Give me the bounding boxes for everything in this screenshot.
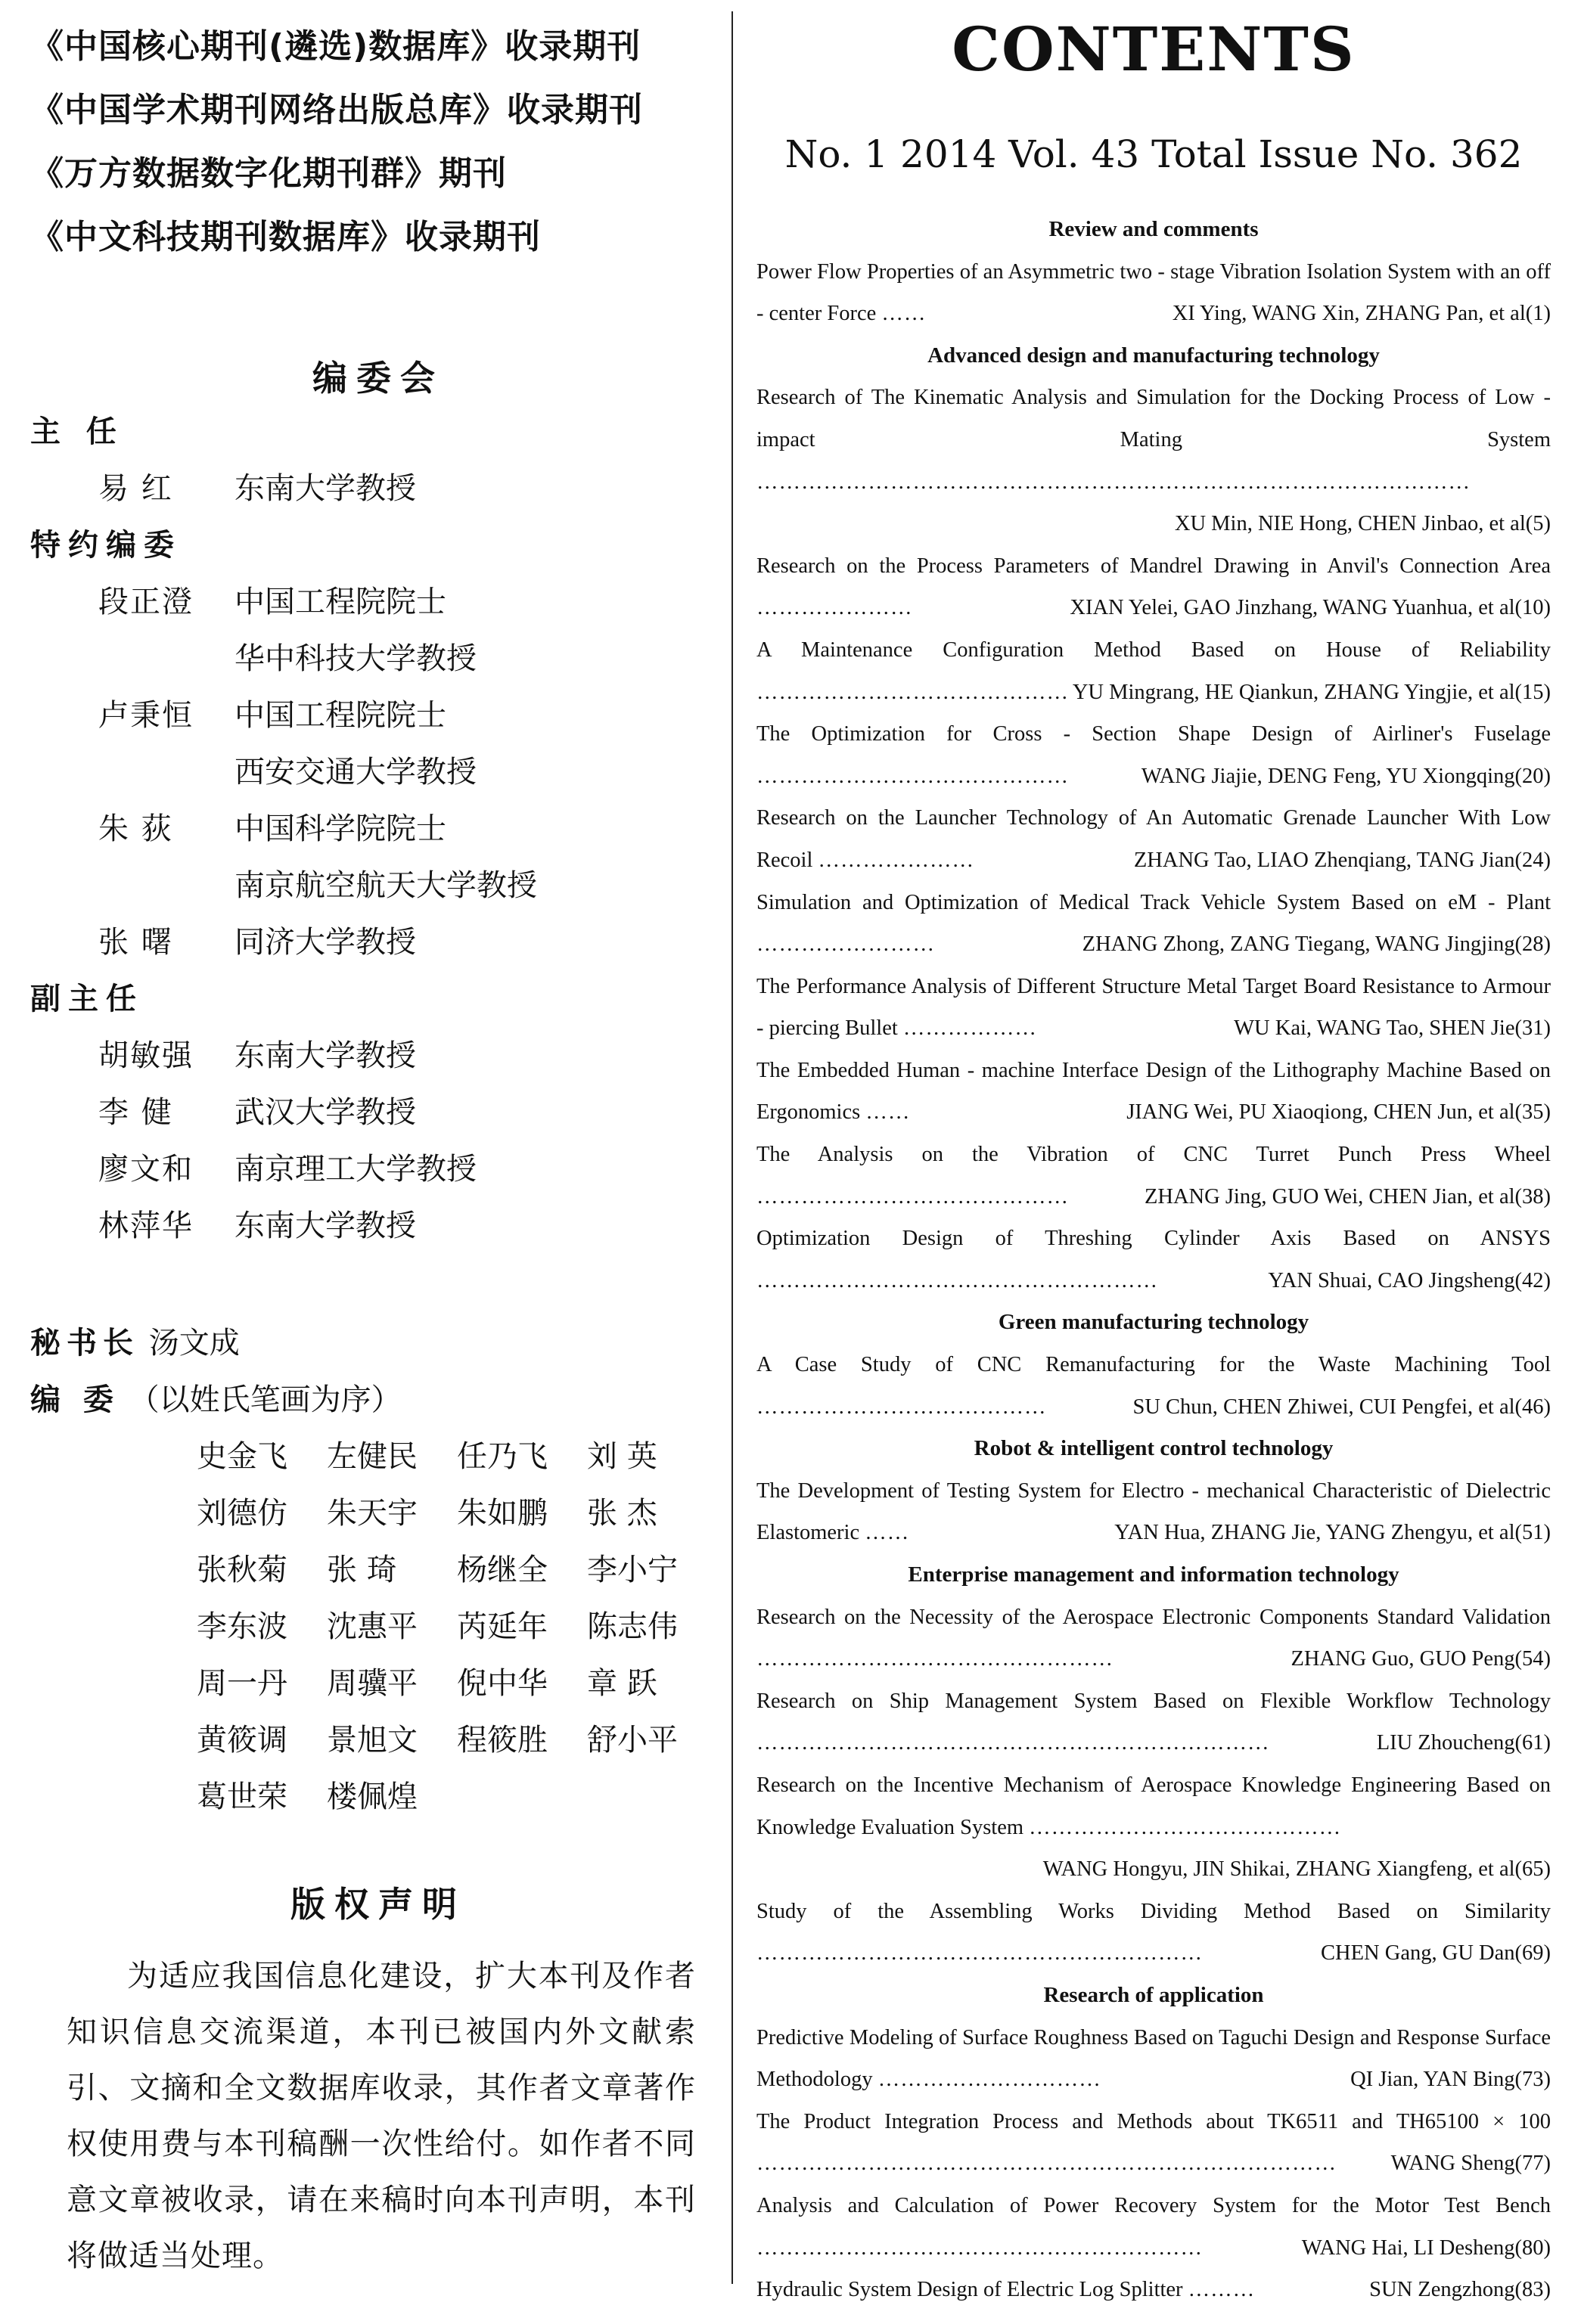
toc-entry-tail [1350,2059,1551,2101]
toc-entry-page: (20) [1514,764,1551,788]
toc-entry-page: (73) [1514,2068,1551,2092]
member-affiliation: 东南大学教授 [235,471,416,506]
secretary-label: 秘书长 [30,1326,139,1361]
toc-entry-authors: YU Mingrang, HE Qiankun, ZHANG Yingjie, et al [1072,680,1515,704]
members-note: （以姓氏笔画为序） [129,1382,402,1417]
editorial-board-title: 编委会 [312,358,444,399]
toc-entry[interactable] [756,1470,1551,1554]
toc-entry-title: Optimization Design of Threshing Cylinder Axis Based on ANSYS [756,1227,1551,1251]
toc-entry-title: The Embedded Human - machine Interface Design of the Lithography Machine Based on Ergonomics [756,1058,1551,1125]
toc-entry-title: The Development of Testing System for Electro - mechanical Characteristic of Dielectric Elastomeric [756,1478,1551,1545]
toc-entry-leader: ……………………………………………… [756,1268,1158,1292]
member-name: 张 曙 [98,925,173,960]
toc-entry-page: (38) [1514,1184,1551,1209]
toc-entry-authors: LIU Zhoucheng [1376,1731,1515,1755]
toc-entry[interactable] [756,545,1551,629]
toc-entry[interactable] [756,2185,1551,2269]
toc-entry-tail [1082,923,1551,966]
member-name: 楼佩煌 [327,1779,418,1814]
toc-entry-authors: SU Chun, CHEN Zhiwei, CUI Pengfei, et al [1132,1395,1515,1419]
toc-entry-authors: WU Kai, WANG Tao, SHEN Jie [1234,1016,1515,1041]
toc-category: Enterprise management and information technology [908,1562,1399,1587]
toc-entry-page: (80) [1514,2236,1551,2260]
toc-entry-leader: ………………… [818,848,975,872]
issue-info: No. 1 2014 Vol. 43 Total Issue No. 362 [784,132,1523,176]
member-name: 李东波 [197,1609,287,1644]
toc-entry-authors: ZHANG Zhong, ZANG Tiegang, WANG Jingjing [1082,932,1515,957]
toc-entry[interactable] [756,1344,1551,1428]
toc-entry-page: (1) [1525,302,1551,326]
toc-entry-tail [1073,672,1551,714]
toc-entry-leader: ………………… [756,596,913,620]
toc-entry-leader: …… [865,1100,911,1125]
member-affiliation: 中国工程院院士 [235,585,446,619]
member-row [30,687,726,744]
left-column [30,15,726,2314]
toc-entry-title: Simulation and Optimization of Medical Track Vehicle System Based on eM - Plant [756,890,1551,914]
toc-entry[interactable] [756,377,1551,545]
toc-entry-page: (42) [1514,1268,1551,1292]
director-label: 主 任 [30,414,124,449]
member-name [98,631,235,687]
toc-entry-page: (24) [1514,848,1551,872]
member-name: 杨继全 [457,1553,548,1587]
column-divider [731,11,733,2284]
toc-entry-authors: WANG Hai, LI Desheng [1301,2236,1515,2260]
members-grid [197,1429,726,1826]
member-name: 周一丹 [197,1666,287,1701]
toc-entry-leader: …………………………………………………………………… [756,2152,1337,2176]
toc-entry-authors: QI Jian, YAN Bing [1350,2068,1515,2092]
toc-entry-authors: YAN Hua, ZHANG Jie, YANG Zhengyu, et al [1114,1521,1515,1545]
member-row [30,1198,726,1255]
member-name: 芮延年 [457,1609,548,1644]
toc-entry-authors: ZHANG Tao, LIAO Zhenqiang, TANG Jian [1133,848,1515,872]
toc-entry-title: Analysis and Calculation of Power Recovery System for the Motor Test Bench [756,2193,1551,2217]
toc-entry-title: A Case Study of CNC Remanufacturing for the Waste Machining Tool [756,1353,1551,1377]
member-row [30,1028,726,1084]
toc-entry-tail [1268,1260,1551,1302]
toc-entry-leader: …………………………………………………………………………………… [756,470,1471,494]
toc-entry-page: (5) [1525,512,1551,536]
copyright-title: 版权声明 [290,1884,466,1925]
toc-entry[interactable] [756,966,1551,1050]
table-of-contents [756,209,1551,2311]
toc-entry-page: (28) [1514,932,1551,957]
member-name: 张 杰 [587,1496,657,1531]
members-label: 编 委 [30,1382,120,1417]
toc-entry-title: Power Flow Properties of an Asymmetric two - stage Vibration Isolation System with an off - center Force [756,259,1551,326]
toc-entry[interactable] [756,713,1551,797]
toc-entry-title: Research on the Process Parameters of Mandrel Drawing in Anvil's Connection Area [756,554,1551,578]
toc-entry-title: Research of The Kinematic Analysis and Simulation for the Docking Process of Low - impact Mating System [756,386,1551,451]
toc-entry-page: (61) [1514,1731,1551,1755]
toc-category: Robot & intelligent control technology [974,1436,1334,1461]
member-row [30,744,726,801]
toc-entry[interactable] [756,1764,1551,1891]
toc-entry-leader: …… [865,1521,910,1545]
toc-entry-page: (69) [1514,1941,1551,1966]
toc-entry-tail [1234,1007,1551,1050]
toc-entry[interactable] [756,1218,1551,1302]
member-affiliation: 华中科技大学教授 [235,641,477,676]
toc-entry[interactable] [756,1134,1551,1218]
member-name: 程筱胜 [457,1723,548,1758]
deputy-label: 副主任 [30,982,144,1016]
right-column [756,15,1551,2314]
member-row [30,631,726,687]
member-row [30,1141,726,1198]
member-name: 段正澄 [98,585,194,619]
toc-entry-title: Predictive Modeling of Surface Roughness Based on Taguchi Design and Response Surface Methodology [756,2025,1551,2092]
member-name: 刘德仿 [197,1496,287,1531]
toc-entry-leader: …………………… [756,932,935,957]
member-name: 黄筱调 [197,1723,287,1758]
member-name: 舒小平 [587,1723,678,1758]
member-affiliation: 武汉大学教授 [235,1095,416,1130]
member-name: 葛世荣 [197,1779,287,1814]
member-name: 胡敏强 [98,1038,194,1073]
member-name: 李小宁 [587,1553,678,1587]
toc-entry-tail [1173,293,1551,335]
toc-entry-authors: WANG Sheng [1390,2152,1515,2176]
toc-entry-tail [1175,503,1551,545]
toc-entry-tail [1070,587,1551,629]
toc-entry-title: Hydraulic System Design of Electric Log Splitter [756,2278,1183,2302]
indexed-in-line: 《中国学术期刊网络出版总库》收录期刊 [30,91,643,129]
member-name: 周骥平 [327,1666,418,1701]
toc-entry-authors: SUN Zengzhong [1369,2278,1515,2302]
toc-entry-page: (83) [1514,2278,1551,2302]
toc-entry-page: (35) [1514,1100,1551,1125]
toc-entry-leader: …………………………………… [756,764,1069,788]
member-name: 朱如鹏 [457,1496,548,1531]
toc-entry-page: (51) [1514,1521,1551,1545]
toc-entry-leader: …………………………………… [756,680,1069,704]
toc-entry-authors: WANG Jiajie, DENG Feng, YU Xiongqing [1141,764,1515,788]
toc-entry-leader: …………………………………………………… [756,2236,1203,2260]
toc-entry-authors: ZHANG Jing, GUO Wei, CHEN Jian, et al [1144,1184,1515,1209]
toc-entry-page: (31) [1514,1016,1551,1041]
member-affiliation: 东南大学教授 [235,1038,416,1073]
toc-entry-title: A Maintenance Configuration Method Based on House of Reliability [756,638,1551,662]
toc-entry-authors: ZHANG Guo, GUO Peng [1291,1647,1515,1671]
toc-entry-leader: ……… [1188,2278,1256,2302]
member-name: 左健民 [327,1439,418,1474]
member-name: 廖文和 [98,1152,194,1187]
toc-entry-authors: XI Ying, WANG Xin, ZHANG Pan, et al [1172,302,1526,326]
toc-entry[interactable] [756,797,1551,881]
toc-entry-page: (46) [1514,1395,1551,1419]
spacer [30,1255,726,1315]
member-row [30,914,726,971]
toc-entry-tail [1134,839,1551,882]
toc-entry-leader: …………………………………… [756,1184,1069,1209]
toc-entry-page: (15) [1514,680,1551,704]
member-name: 史金飞 [197,1439,287,1474]
copyright-text: 为适应我国信息化建设，扩大本刊及作者知识信息交流渠道，本刊已被国内外文献索引、文摘和全文数据库收录，其作者文章著作权使用费与本刊稿酬一次性给付。如作者不同意文章被收录，请在来稿时向本刊声明，本刊将做适当处理。 [67,1959,696,2273]
toc-entry[interactable] [756,2101,1551,2185]
member-affiliation: 南京理工大学教授 [235,1152,477,1187]
toc-entry-page: (10) [1514,596,1551,620]
toc-category: Review and comments [1048,217,1259,241]
members-row [30,1372,726,1429]
indexing-list [30,15,726,269]
toc-entry-title: The Performance Analysis of Different Structure Metal Target Board Resistance to Armour - piercing Bullet [756,974,1551,1041]
toc-entry-leader: ………………………… [877,2068,1101,2092]
toc-entry-title: Research on Ship Management System Based on Flexible Workflow Technology [756,1689,1551,1713]
toc-entry-title: Research on the Necessity of the Aerospace Electronic Components Standard Validation [756,1605,1551,1629]
toc-entry-title: The Analysis on the Vibration of CNC Turret Punch Press Wheel [756,1143,1551,1167]
toc-entry-tail [1114,1512,1551,1554]
toc-entry[interactable] [756,1891,1551,1975]
member-name: 景旭文 [327,1723,418,1758]
toc-entry-tail [1321,1932,1551,1975]
toc-entry[interactable] [756,2017,1551,2101]
toc-entry[interactable] [756,2269,1551,2311]
toc-entry-authors: XU Min, NIE Hong, CHEN Jinbao, et al [1174,512,1526,536]
member-name: 张秋菊 [197,1553,287,1587]
toc-entry[interactable] [756,1596,1551,1680]
toc-entry-page: (54) [1514,1647,1551,1671]
toc-entry-tail [1369,2269,1551,2311]
member-row [30,801,726,858]
toc-entry-leader: ……………… [902,1016,1037,1041]
toc-entry-title: The Optimization for Cross - Section Shape Design of Airliner's Fuselage [756,722,1551,746]
toc-entry-tail [1145,1176,1551,1218]
toc-entry-tail [1141,756,1551,798]
secretary-name: 汤文成 [148,1326,240,1361]
member-affiliation: 西安交通大学教授 [235,755,477,790]
toc-entry[interactable] [756,629,1551,713]
toc-entry-leader: …………………………………………………………… [756,1731,1270,1755]
indexed-in-line: 《万方数据数字化期刊群》期刊 [30,154,507,193]
indexed-in-line: 《中文科技期刊数据库》收录期刊 [30,218,541,256]
toc-entry-page: (65) [1514,1857,1551,1882]
member-name: 林萍华 [98,1209,194,1243]
toc-entry-tail [1132,1386,1551,1429]
toc-entry-title: Study of the Assembling Works Dividing Method Based on Similarity [756,1899,1551,1923]
toc-entry[interactable] [756,882,1551,966]
member-name: 朱 荻 [98,811,173,846]
toc-entry-tail [1377,1722,1551,1764]
member-affiliation: 同济大学教授 [235,925,416,960]
toc-entry-tail [1291,1638,1551,1680]
toc-entry-title: Research on the Incentive Mechanism of Aerospace Knowledge Engineering Based on Knowledge Evaluation System [756,1773,1551,1839]
toc-entry-authors: YAN Shuai, CAO Jingsheng [1268,1268,1515,1292]
special-members-label: 特约编委 [30,528,182,563]
toc-entry-title: The Product Integration Process and Methods about TK6511 and TH65100 × 100 [756,2109,1551,2133]
member-name [98,858,235,914]
member-affiliation: 南京航空航天大学教授 [235,868,537,903]
member-row [30,858,726,914]
member-name [98,744,235,801]
member-row [30,1084,726,1141]
toc-category: Advanced design and manufacturing technology [927,343,1380,368]
toc-entry-authors: JIANG Wei, PU Xiaoqiong, CHEN Jun, et al [1126,1100,1515,1125]
toc-category: Research of application [1043,1982,1264,2007]
toc-entry-authors: WANG Hongyu, JIN Shikai, ZHANG Xiangfeng, et al [1042,1857,1515,1882]
toc-entry-page: (77) [1514,2152,1551,2176]
toc-entry-leader: …… [881,302,927,326]
toc-entry-leader: ………………………………… [756,1395,1047,1419]
secretary-row [30,1315,726,1372]
indexed-in-line: 《中国核心期刊(遴选)数据库》收录期刊 [30,27,641,66]
toc-entry-authors: XIAN Yelei, GAO Jinzhang, WANG Yuanhua, et al [1070,596,1515,620]
member-name: 刘 英 [587,1439,657,1474]
member-name: 卢秉恒 [98,698,194,733]
toc-entry-tail [1302,2227,1551,2270]
member-name: 张 琦 [327,1553,397,1587]
member-name: 易 红 [98,471,173,506]
member-affiliation: 中国科学院院士 [235,811,446,846]
toc-entry[interactable] [756,251,1551,335]
toc-entry-tail [1043,1848,1551,1891]
toc-entry-leader: …………………………………… [1029,1815,1342,1839]
toc-category: Green manufacturing technology [998,1310,1309,1335]
member-name: 倪中华 [457,1666,548,1701]
member-name: 朱天宇 [327,1496,418,1531]
toc-entry-leader: …………………………………………………… [756,1941,1203,1966]
toc-entry-tail [1391,2142,1551,2185]
member-affiliation: 中国工程院院士 [235,698,446,733]
member-row [30,461,726,517]
member-row [30,574,726,631]
member-name: 沈惠平 [327,1609,418,1644]
toc-entry-tail [1126,1091,1551,1134]
toc-entry[interactable] [756,1050,1551,1134]
member-name: 陈志伟 [587,1609,678,1644]
toc-entry-authors: CHEN Gang, GU Dan [1321,1941,1515,1966]
toc-entry-title: Research on the Launcher Technology of An Automatic Grenade Launcher With Low Recoil [756,806,1551,872]
toc-entry[interactable] [756,1680,1551,1764]
member-name: 章 跃 [587,1666,657,1701]
member-name: 任乃飞 [457,1439,548,1474]
contents-title: CONTENTS [952,14,1356,85]
member-name: 李 健 [98,1095,173,1130]
member-affiliation: 东南大学教授 [235,1209,416,1243]
toc-entry-leader: ………………………………………… [756,1647,1114,1671]
